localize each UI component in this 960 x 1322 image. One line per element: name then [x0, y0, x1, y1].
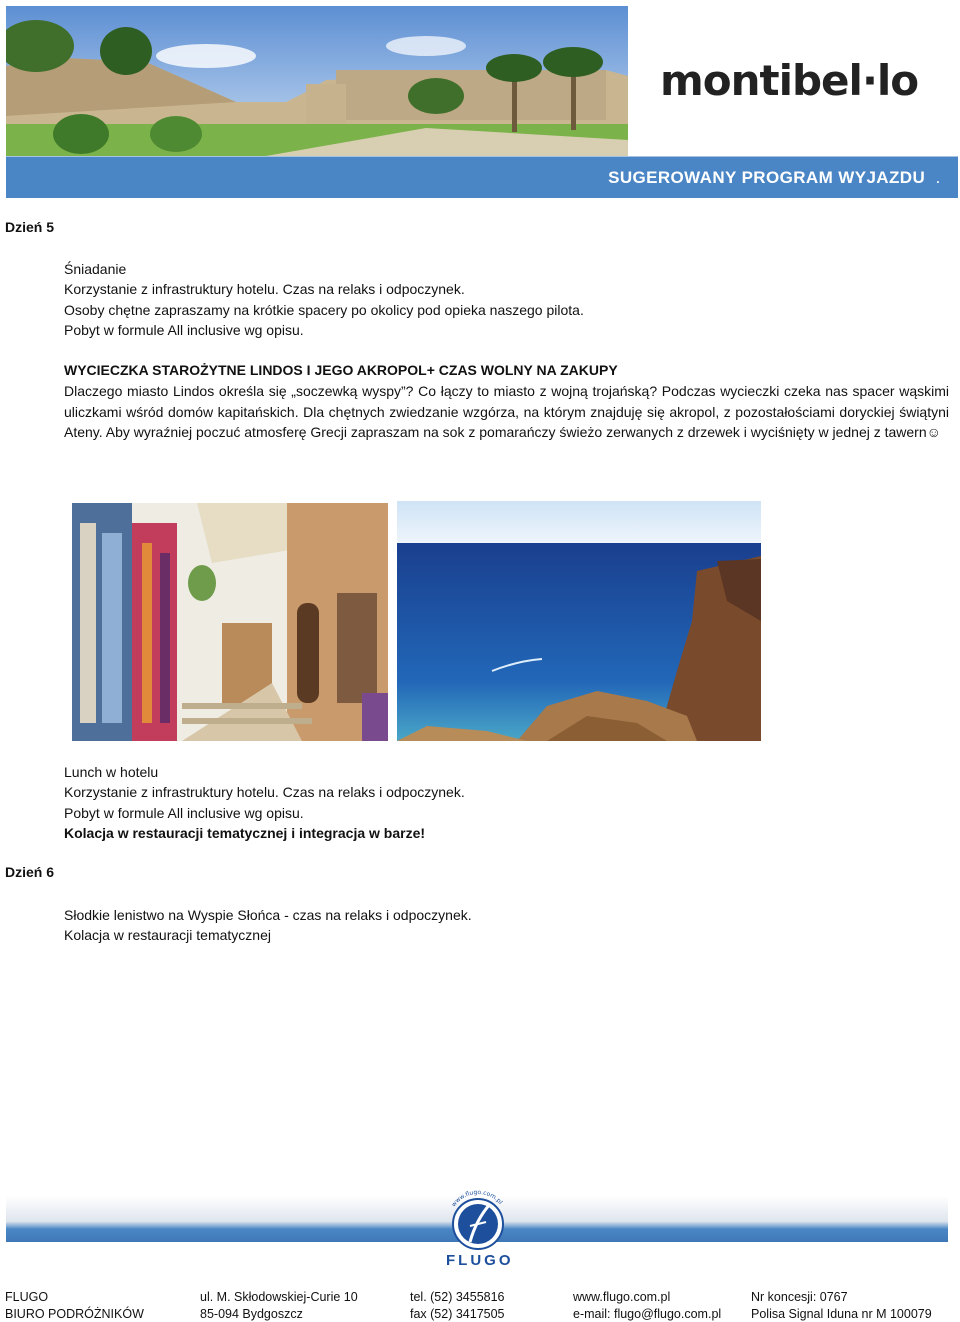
- footer-company-name: FLUGO: [5, 1290, 49, 1304]
- day6-line-dinner: Kolacja w restauracji tematycznej: [64, 927, 271, 943]
- footer-license: Nr koncesji: 0767: [751, 1290, 848, 1304]
- day5-label: Dzień 5: [5, 219, 55, 235]
- footer-website-link[interactable]: www.flugo.com.pl: [573, 1290, 671, 1304]
- banner-title-text: SUGEROWANY PROGRAM WYJAZDU: [608, 168, 926, 187]
- excursion-title: WYCIECZKA STAROŻYTNE LINDOS I JEGO AKROPOL+ CZAS WOLNY NA ZAKUPY: [64, 362, 618, 378]
- banner-title: [608, 168, 940, 188]
- footer-email-link[interactable]: e-mail: flugo@flugo.com.pl: [573, 1307, 722, 1321]
- photo-lindos-sea-coast: [397, 501, 761, 741]
- flugo-seal-text: www.flugo.com.pl: [450, 1190, 504, 1209]
- footer-street: ul. M. Skłodowskiej-Curie 10: [200, 1290, 358, 1304]
- banner-title-dot: .: [936, 172, 940, 186]
- day5-line-hotel-2: Korzystanie z infrastruktury hotelu. Czas na relaks i odpoczynek.: [64, 784, 465, 800]
- header-photo-rhodes-walls: [6, 6, 628, 156]
- footer-city: 85-094 Bydgoszcz: [200, 1307, 303, 1321]
- day5-line-allinclusive-2: Pobyt w formule All inclusive wg opisu.: [64, 805, 304, 821]
- day5-line-lunch: Lunch w hotelu: [64, 764, 159, 780]
- day5-line-allinclusive: Pobyt w formule All inclusive wg opisu.: [64, 322, 304, 338]
- photo-lindos-street: [72, 503, 388, 741]
- day5-line-hotel: Korzystanie z infrastruktury hotelu. Czas na relaks i odpoczynek.: [64, 281, 465, 297]
- footer-insurance: Polisa Signal Iduna nr M 100079: [751, 1307, 932, 1321]
- footer-fax: fax (52) 3417505: [410, 1307, 505, 1321]
- day6-line-relax: Słodkie lenistwo na Wyspie Słońca - czas na relaks i odpoczynek.: [64, 907, 472, 923]
- footer-phone: tel. (52) 3455816: [410, 1290, 505, 1304]
- excursion-description: Dlaczego miasto Lindos określa się „soczewką wyspy”? Co łączy to miasto z wojną trojańską? Podczas wycieczki czeka nas spacer wąskimi uliczkami wśród domów kapitańskich. Dla chętnych zwiedzanie wzgórza, na którym znajduję się akropol, z pozostałościami doryckiej świątyni Ateny. Aby wyraźniej poczuć atmosferę Grecji zapraszam na sok z pomarańczy świeżo zerwanych z drzewek i wyciśnięty w jednej z tawern☺: [64, 383, 949, 440]
- footer-company-type: BIURO PODRÓŻNIKÓW: [5, 1307, 144, 1321]
- day5-line-breakfast: Śniadanie: [64, 261, 127, 277]
- program-banner: [6, 156, 958, 198]
- flugo-brand-name: FLUGO: [446, 1252, 514, 1269]
- day5-line-walks: Osoby chętne zapraszamy na krótkie spacery po okolicy pod opieka naszego pilota.: [64, 302, 584, 318]
- montibello-logo: montibel·lo: [660, 56, 919, 105]
- day6-label: Dzień 6: [5, 864, 55, 880]
- day5-evening: Kolacja w restauracji tematycznej i integracja w barze!: [64, 825, 426, 841]
